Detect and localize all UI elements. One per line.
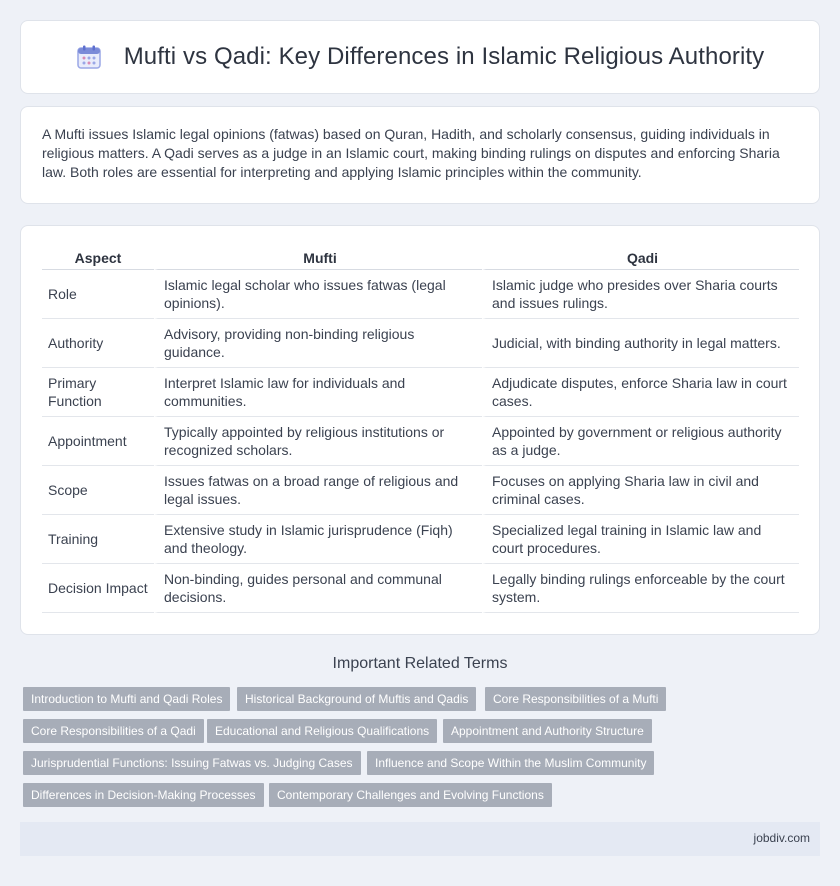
related-term-link[interactable]: Core Responsibilities of a Qadi [23,719,204,743]
row-qadi: Islamic judge who presides over Sharia courts and issues rulings. [482,270,799,319]
table-row [42,270,799,319]
row-mufti: Issues fatwas on a broad range of religious and legal issues. [154,466,482,515]
row-qadi: Adjudicate disputes, enforce Sharia law in court cases. [482,368,799,417]
related-term-link[interactable]: Contemporary Challenges and Evolving Functions [269,783,552,807]
header-card [20,20,820,94]
footer-site-link[interactable]: jobdiv.com [753,831,810,845]
header-mufti: Mufti [154,246,482,270]
row-qadi: Legally binding rulings enforceable by the court system. [482,564,799,613]
related-terms-title: Important Related Terms [332,655,508,672]
row-aspect: Appointment [42,417,154,466]
row-mufti: Interpret Islamic law for individuals and communities. [154,368,482,417]
related-term-link[interactable]: Educational and Religious Qualifications [207,719,437,743]
table-header-row [42,246,799,270]
comparison-table-card [20,225,820,635]
page-title: Mufti vs Qadi: Key Differences in Islamic Religious Authority [123,43,765,70]
table-row [42,564,799,613]
related-term-link[interactable]: Differences in Decision-Making Processes [23,783,264,807]
row-mufti: Non-binding, guides personal and communal decisions. [154,564,482,613]
header-aspect: Aspect [42,246,154,270]
table-row [42,466,799,515]
related-term-link[interactable]: Jurisprudential Functions: Issuing Fatwas vs. Judging Cases [23,751,361,775]
row-mufti: Advisory, providing non-binding religious guidance. [154,319,482,368]
row-mufti: Extensive study in Islamic jurisprudence (Fiqh) and theology. [154,515,482,564]
table-row [42,368,799,417]
row-mufti: Typically appointed by religious institutions or recognized scholars. [154,417,482,466]
row-aspect: Scope [42,466,154,515]
row-qadi: Judicial, with binding authority in legal matters. [482,319,799,368]
related-term-link[interactable]: Appointment and Authority Structure [443,719,652,743]
row-mufti: Islamic legal scholar who issues fatwas (legal opinions). [154,270,482,319]
related-term-link[interactable]: Influence and Scope Within the Muslim Community [367,751,654,775]
row-aspect: Authority [42,319,154,368]
table-row [42,417,799,466]
row-aspect: Role [42,270,154,319]
row-qadi: Focuses on applying Sharia law in civil and criminal cases. [482,466,799,515]
calendar-icon [76,44,102,70]
intro-text: A Mufti issues Islamic legal opinions (fatwas) based on Quran, Hadith, and scholarly consensus, guiding individuals in religious matters. A Qadi serves as a judge in an Islamic court, making binding rulings on disputes and enforcing Sharia law. Both roles are essential for interpreting and applying Islamic principles within the community. [42,126,780,180]
related-term-link[interactable]: Introduction to Mufti and Qadi Roles [23,687,230,711]
table-row [42,319,799,368]
row-aspect: Training [42,515,154,564]
intro-card [20,106,820,204]
header-qadi: Qadi [482,246,799,270]
row-aspect: Primary Function [42,368,154,417]
row-qadi: Specialized legal training in Islamic law and court procedures. [482,515,799,564]
table-row [42,515,799,564]
row-aspect: Decision Impact [42,564,154,613]
related-term-link[interactable]: Core Responsibilities of a Mufti [485,687,666,711]
comparison-table [42,246,799,613]
footer [20,822,820,856]
row-qadi: Appointed by government or religious authority as a judge. [482,417,799,466]
related-term-link[interactable]: Historical Background of Muftis and Qadis [237,687,476,711]
